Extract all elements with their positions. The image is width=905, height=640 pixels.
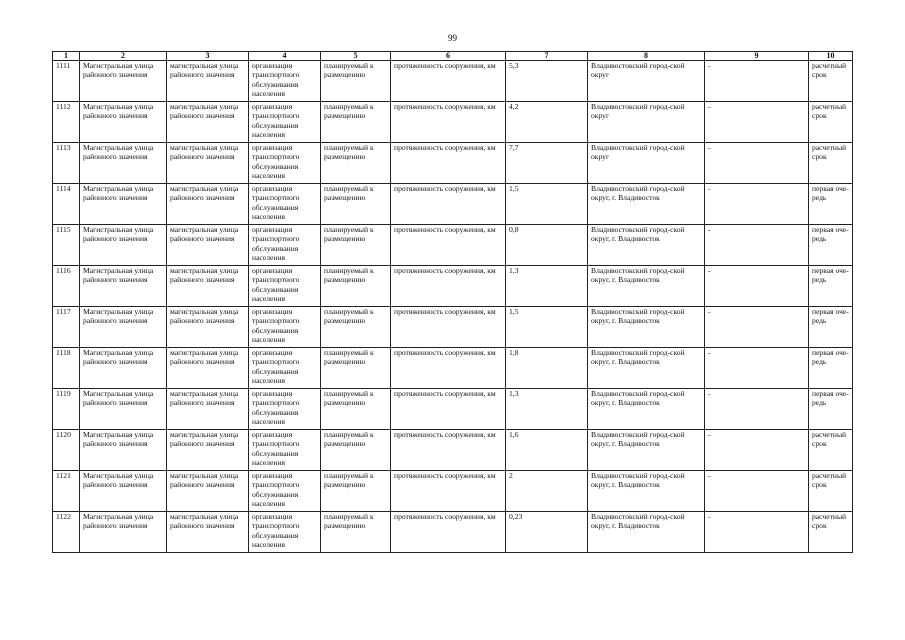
row-number-cell: 1112 <box>53 102 80 143</box>
zone-cell: - <box>705 348 809 389</box>
object-type-cell: магистральная улица районного значения <box>167 225 249 266</box>
parameter-cell: протяженность сооружения, км <box>391 512 506 553</box>
object-name-cell: Магистральная улица районного значения <box>80 102 167 143</box>
column-header: 7 <box>506 52 588 61</box>
object-type-cell: магистральная улица районного значения <box>167 102 249 143</box>
table-row <box>53 389 853 430</box>
location-cell: Владивостокский город-ской округ, г. Владивосток <box>588 266 705 307</box>
column-header: 10 <box>809 52 853 61</box>
page-number: 99 <box>448 33 457 43</box>
table-body <box>53 61 853 553</box>
zone-cell: - <box>705 512 809 553</box>
table-row <box>53 266 853 307</box>
purpose-cell: организация транспортного обслуживания населения <box>249 430 321 471</box>
status-cell: планируемый к размещению <box>321 184 391 225</box>
value-cell: 2 <box>506 471 588 512</box>
location-cell: Владивостокский город-ской округ, г. Владивосток <box>588 512 705 553</box>
row-number-cell: 1121 <box>53 471 80 512</box>
row-number-cell: 1114 <box>53 184 80 225</box>
parameter-cell: протяженность сооружения, км <box>391 430 506 471</box>
status-cell: планируемый к размещению <box>321 266 391 307</box>
term-cell: расчетный срок <box>809 143 853 184</box>
term-cell: первая оче-редь <box>809 184 853 225</box>
row-number-cell: 1111 <box>53 61 80 102</box>
header-row <box>53 52 853 61</box>
parameter-cell: протяженность сооружения, км <box>391 102 506 143</box>
status-cell: планируемый к размещению <box>321 102 391 143</box>
term-cell: первая оче-редь <box>809 389 853 430</box>
term-cell: первая оче-редь <box>809 307 853 348</box>
purpose-cell: организация транспортного обслуживания населения <box>249 307 321 348</box>
term-cell: расчетный срок <box>809 471 853 512</box>
term-cell: расчетный срок <box>809 61 853 102</box>
parameter-cell: протяженность сооружения, км <box>391 389 506 430</box>
column-header: 9 <box>705 52 809 61</box>
column-header: 6 <box>391 52 506 61</box>
purpose-cell: организация транспортного обслуживания населения <box>249 61 321 102</box>
table-row <box>53 225 853 266</box>
value-cell: 1,3 <box>506 389 588 430</box>
zone-cell: - <box>705 389 809 430</box>
location-cell: Владивостокский город-ской округ <box>588 143 705 184</box>
object-name-cell: Магистральная улица районного значения <box>80 348 167 389</box>
status-cell: планируемый к размещению <box>321 61 391 102</box>
location-cell: Владивостокский город-ской округ, г. Владивосток <box>588 307 705 348</box>
parameter-cell: протяженность сооружения, км <box>391 225 506 266</box>
purpose-cell: организация транспортного обслуживания населения <box>249 225 321 266</box>
column-header: 1 <box>53 52 80 61</box>
value-cell: 0,23 <box>506 512 588 553</box>
status-cell: планируемый к размещению <box>321 348 391 389</box>
object-type-cell: магистральная улица районного значения <box>167 307 249 348</box>
column-header: 2 <box>80 52 167 61</box>
object-name-cell: Магистральная улица районного значения <box>80 143 167 184</box>
purpose-cell: организация транспортного обслуживания населения <box>249 102 321 143</box>
zone-cell: - <box>705 61 809 102</box>
table-row <box>53 143 853 184</box>
purpose-cell: организация транспортного обслуживания населения <box>249 184 321 225</box>
row-number-cell: 1118 <box>53 348 80 389</box>
value-cell: 0,8 <box>506 225 588 266</box>
parameter-cell: протяженность сооружения, км <box>391 61 506 102</box>
purpose-cell: организация транспортного обслуживания населения <box>249 512 321 553</box>
parameter-cell: протяженность сооружения, км <box>391 471 506 512</box>
object-name-cell: Магистральная улица районного значения <box>80 184 167 225</box>
term-cell: первая оче-редь <box>809 266 853 307</box>
object-type-cell: магистральная улица районного значения <box>167 184 249 225</box>
table-row <box>53 471 853 512</box>
table-row <box>53 61 853 102</box>
value-cell: 5,3 <box>506 61 588 102</box>
row-number-cell: 1119 <box>53 389 80 430</box>
purpose-cell: организация транспортного обслуживания населения <box>249 389 321 430</box>
object-type-cell: магистральная улица районного значения <box>167 512 249 553</box>
row-number-cell: 1117 <box>53 307 80 348</box>
row-number-cell: 1122 <box>53 512 80 553</box>
object-type-cell: магистральная улица районного значения <box>167 266 249 307</box>
object-type-cell: магистральная улица районного значения <box>167 348 249 389</box>
table-row <box>53 307 853 348</box>
value-cell: 1,8 <box>506 348 588 389</box>
value-cell: 7,7 <box>506 143 588 184</box>
object-type-cell: магистральная улица районного значения <box>167 389 249 430</box>
value-cell: 1,6 <box>506 430 588 471</box>
object-name-cell: Магистральная улица районного значения <box>80 512 167 553</box>
status-cell: планируемый к размещению <box>321 143 391 184</box>
parameter-cell: протяженность сооружения, км <box>391 266 506 307</box>
row-number-cell: 1115 <box>53 225 80 266</box>
zone-cell: - <box>705 307 809 348</box>
object-name-cell: Магистральная улица районного значения <box>80 61 167 102</box>
column-header: 8 <box>588 52 705 61</box>
table-row <box>53 430 853 471</box>
status-cell: планируемый к размещению <box>321 471 391 512</box>
purpose-cell: организация транспортного обслуживания населения <box>249 471 321 512</box>
row-number-cell: 1120 <box>53 430 80 471</box>
status-cell: планируемый к размещению <box>321 225 391 266</box>
object-name-cell: Магистральная улица районного значения <box>80 471 167 512</box>
parameter-cell: протяженность сооружения, км <box>391 307 506 348</box>
value-cell: 1,5 <box>506 307 588 348</box>
column-header: 5 <box>321 52 391 61</box>
column-header: 4 <box>249 52 321 61</box>
location-cell: Владивостокский город-ской округ <box>588 61 705 102</box>
object-type-cell: магистральная улица районного значения <box>167 471 249 512</box>
table-row <box>53 184 853 225</box>
purpose-cell: организация транспортного обслуживания населения <box>249 348 321 389</box>
term-cell: расчетный срок <box>809 102 853 143</box>
status-cell: планируемый к размещению <box>321 307 391 348</box>
parameter-cell: протяженность сооружения, км <box>391 143 506 184</box>
object-name-cell: Магистральная улица районного значения <box>80 266 167 307</box>
value-cell: 4,2 <box>506 102 588 143</box>
location-cell: Владивостокский город-ской округ, г. Владивосток <box>588 430 705 471</box>
location-cell: Владивостокский город-ской округ, г. Владивосток <box>588 348 705 389</box>
purpose-cell: организация транспортного обслуживания населения <box>249 266 321 307</box>
term-cell: расчетный срок <box>809 430 853 471</box>
zone-cell: - <box>705 143 809 184</box>
zone-cell: - <box>705 184 809 225</box>
status-cell: планируемый к размещению <box>321 512 391 553</box>
column-header: 3 <box>167 52 249 61</box>
object-type-cell: магистральная улица районного значения <box>167 430 249 471</box>
registry-table <box>52 51 853 553</box>
status-cell: планируемый к размещению <box>321 389 391 430</box>
location-cell: Владивостокский город-ской округ, г. Владивосток <box>588 389 705 430</box>
table-row <box>53 512 853 553</box>
parameter-cell: протяженность сооружения, км <box>391 184 506 225</box>
location-cell: Владивостокский город-ской округ, г. Владивосток <box>588 471 705 512</box>
value-cell: 1,3 <box>506 266 588 307</box>
row-number-cell: 1113 <box>53 143 80 184</box>
value-cell: 1,5 <box>506 184 588 225</box>
object-name-cell: Магистральная улица районного значения <box>80 225 167 266</box>
object-type-cell: магистральная улица районного значения <box>167 143 249 184</box>
object-name-cell: Магистральная улица районного значения <box>80 389 167 430</box>
term-cell: первая оче-редь <box>809 225 853 266</box>
zone-cell: - <box>705 430 809 471</box>
object-name-cell: Магистральная улица районного значения <box>80 307 167 348</box>
location-cell: Владивостокский город-ской округ, г. Владивосток <box>588 225 705 266</box>
table-row <box>53 348 853 389</box>
table-row <box>53 102 853 143</box>
zone-cell: - <box>705 266 809 307</box>
zone-cell: - <box>705 471 809 512</box>
location-cell: Владивостокский город-ской округ, г. Владивосток <box>588 184 705 225</box>
parameter-cell: протяженность сооружения, км <box>391 348 506 389</box>
term-cell: расчетный срок <box>809 512 853 553</box>
object-type-cell: магистральная улица районного значения <box>167 61 249 102</box>
purpose-cell: организация транспортного обслуживания населения <box>249 143 321 184</box>
term-cell: первая оче-редь <box>809 348 853 389</box>
zone-cell: - <box>705 225 809 266</box>
location-cell: Владивостокский город-ской округ <box>588 102 705 143</box>
row-number-cell: 1116 <box>53 266 80 307</box>
object-name-cell: Магистральная улица районного значения <box>80 430 167 471</box>
zone-cell: - <box>705 102 809 143</box>
status-cell: планируемый к размещению <box>321 430 391 471</box>
